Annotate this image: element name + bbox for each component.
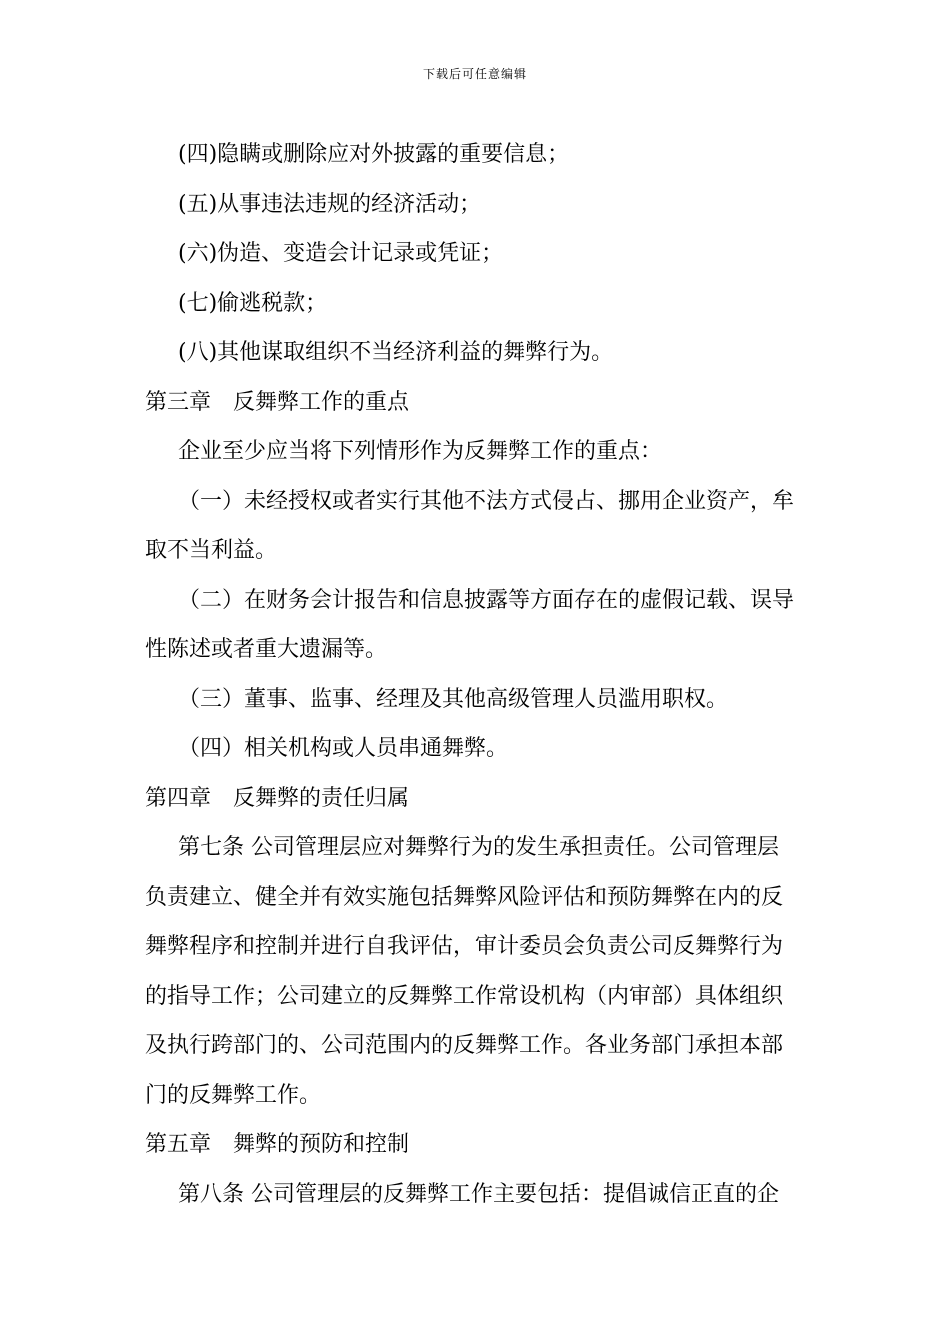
list-item: （一）未经授权或者实行其他不法方式侵占、挪用企业资产，牟 (178, 488, 795, 514)
paragraph-line: 第八条 公司管理层的反舞弊工作主要包括：提倡诚信正直的企 (178, 1181, 779, 1207)
list-item: (四)隐瞒或删除应对外披露的重要信息； (178, 142, 570, 167)
paragraph-line: 第七条 公司管理层应对舞弊行为的发生承担责任。公司管理层 (178, 835, 779, 860)
list-item: （二）在财务会计报告和信息披露等方面存在的虚假记载、误导 (178, 587, 795, 613)
paragraph-line: 的指导工作；公司建立的反舞弊工作常设机构（内审部）具体组织 (145, 983, 784, 1009)
paragraph-line: 企业至少应当将下列情形作为反舞弊工作的重点： (178, 439, 663, 464)
paragraph-line: 舞弊程序和控制并进行自我评估，审计委员会负责公司反舞弊行为 (145, 934, 784, 959)
list-item: (八)其他谋取组织不当经济利益的舞弊行为。 (178, 340, 614, 365)
paragraph-line: 门的反舞弊工作。 (145, 1082, 322, 1108)
paragraph-line: 性陈述或者重大遗漏等。 (145, 637, 388, 662)
paragraph-line: 负责建立、健全并有效实施包括舞弊风险评估和预防舞弊在内的反 (145, 884, 784, 910)
chapter-heading: 第四章 反舞弊的责任归属 (145, 785, 410, 811)
paragraph-line: 及执行跨部门的、公司范围内的反舞弊工作。各业务部门承担本部 (145, 1033, 784, 1058)
list-item: (五)从事违法违规的经济活动； (178, 191, 482, 217)
document-body (145, 130, 810, 1219)
list-item: （三）董事、监事、经理及其他高级管理人员滥用职权。 (178, 686, 729, 712)
paragraph-line: 取不当利益。 (145, 538, 278, 563)
chapter-heading: 第五章 舞弊的预防和控制 (145, 1132, 410, 1157)
chapter-heading: 第三章 反舞弊工作的重点 (145, 389, 410, 415)
list-item: (七)偷逃税款； (178, 290, 328, 316)
page-header: 下载后可任意编辑 (422, 67, 527, 81)
list-item: (六)伪造、变造会计记录或凭证； (178, 241, 504, 266)
list-item: （四）相关机构或人员串通舞弊。 (178, 736, 509, 761)
